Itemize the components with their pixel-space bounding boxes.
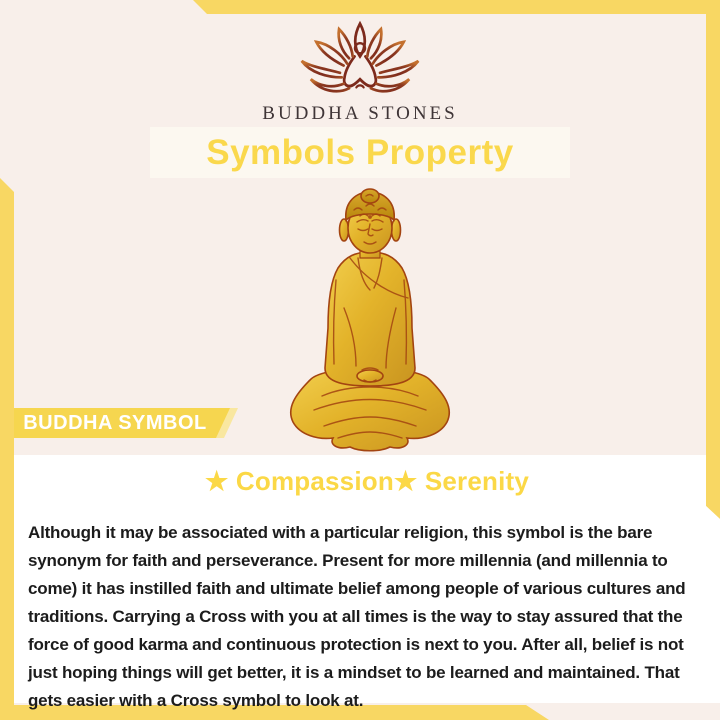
page-title: Symbols Property	[206, 133, 514, 172]
description-paragraph: Although it may be associated with a particular religion, this symbol is the bare synonym for faith and perseverance. Present for more millennia (and millennia to come) it has instilled faith and ultimate belief among people of various cultures and traditions. Carrying a Cross with you at all times is the way to stay assured that the force of good karma and continuous protection is next to you. After all, belief is not just hoping things will get better, it is a mindset to be learned and maintained. That gets easier with a Cross symbol to look at.	[28, 523, 686, 710]
symbol-ribbon	[14, 408, 238, 438]
symbol-ribbon-label: BUDDHA SYMBOL	[23, 411, 207, 434]
traits-line: ★ Compassion★ Serenity	[204, 466, 530, 496]
page-title-box	[150, 127, 570, 178]
lotus-meditation-icon	[290, 20, 430, 102]
golden-buddha-illustration	[278, 188, 462, 454]
brand-name: BUDDHA STONES	[262, 103, 458, 124]
